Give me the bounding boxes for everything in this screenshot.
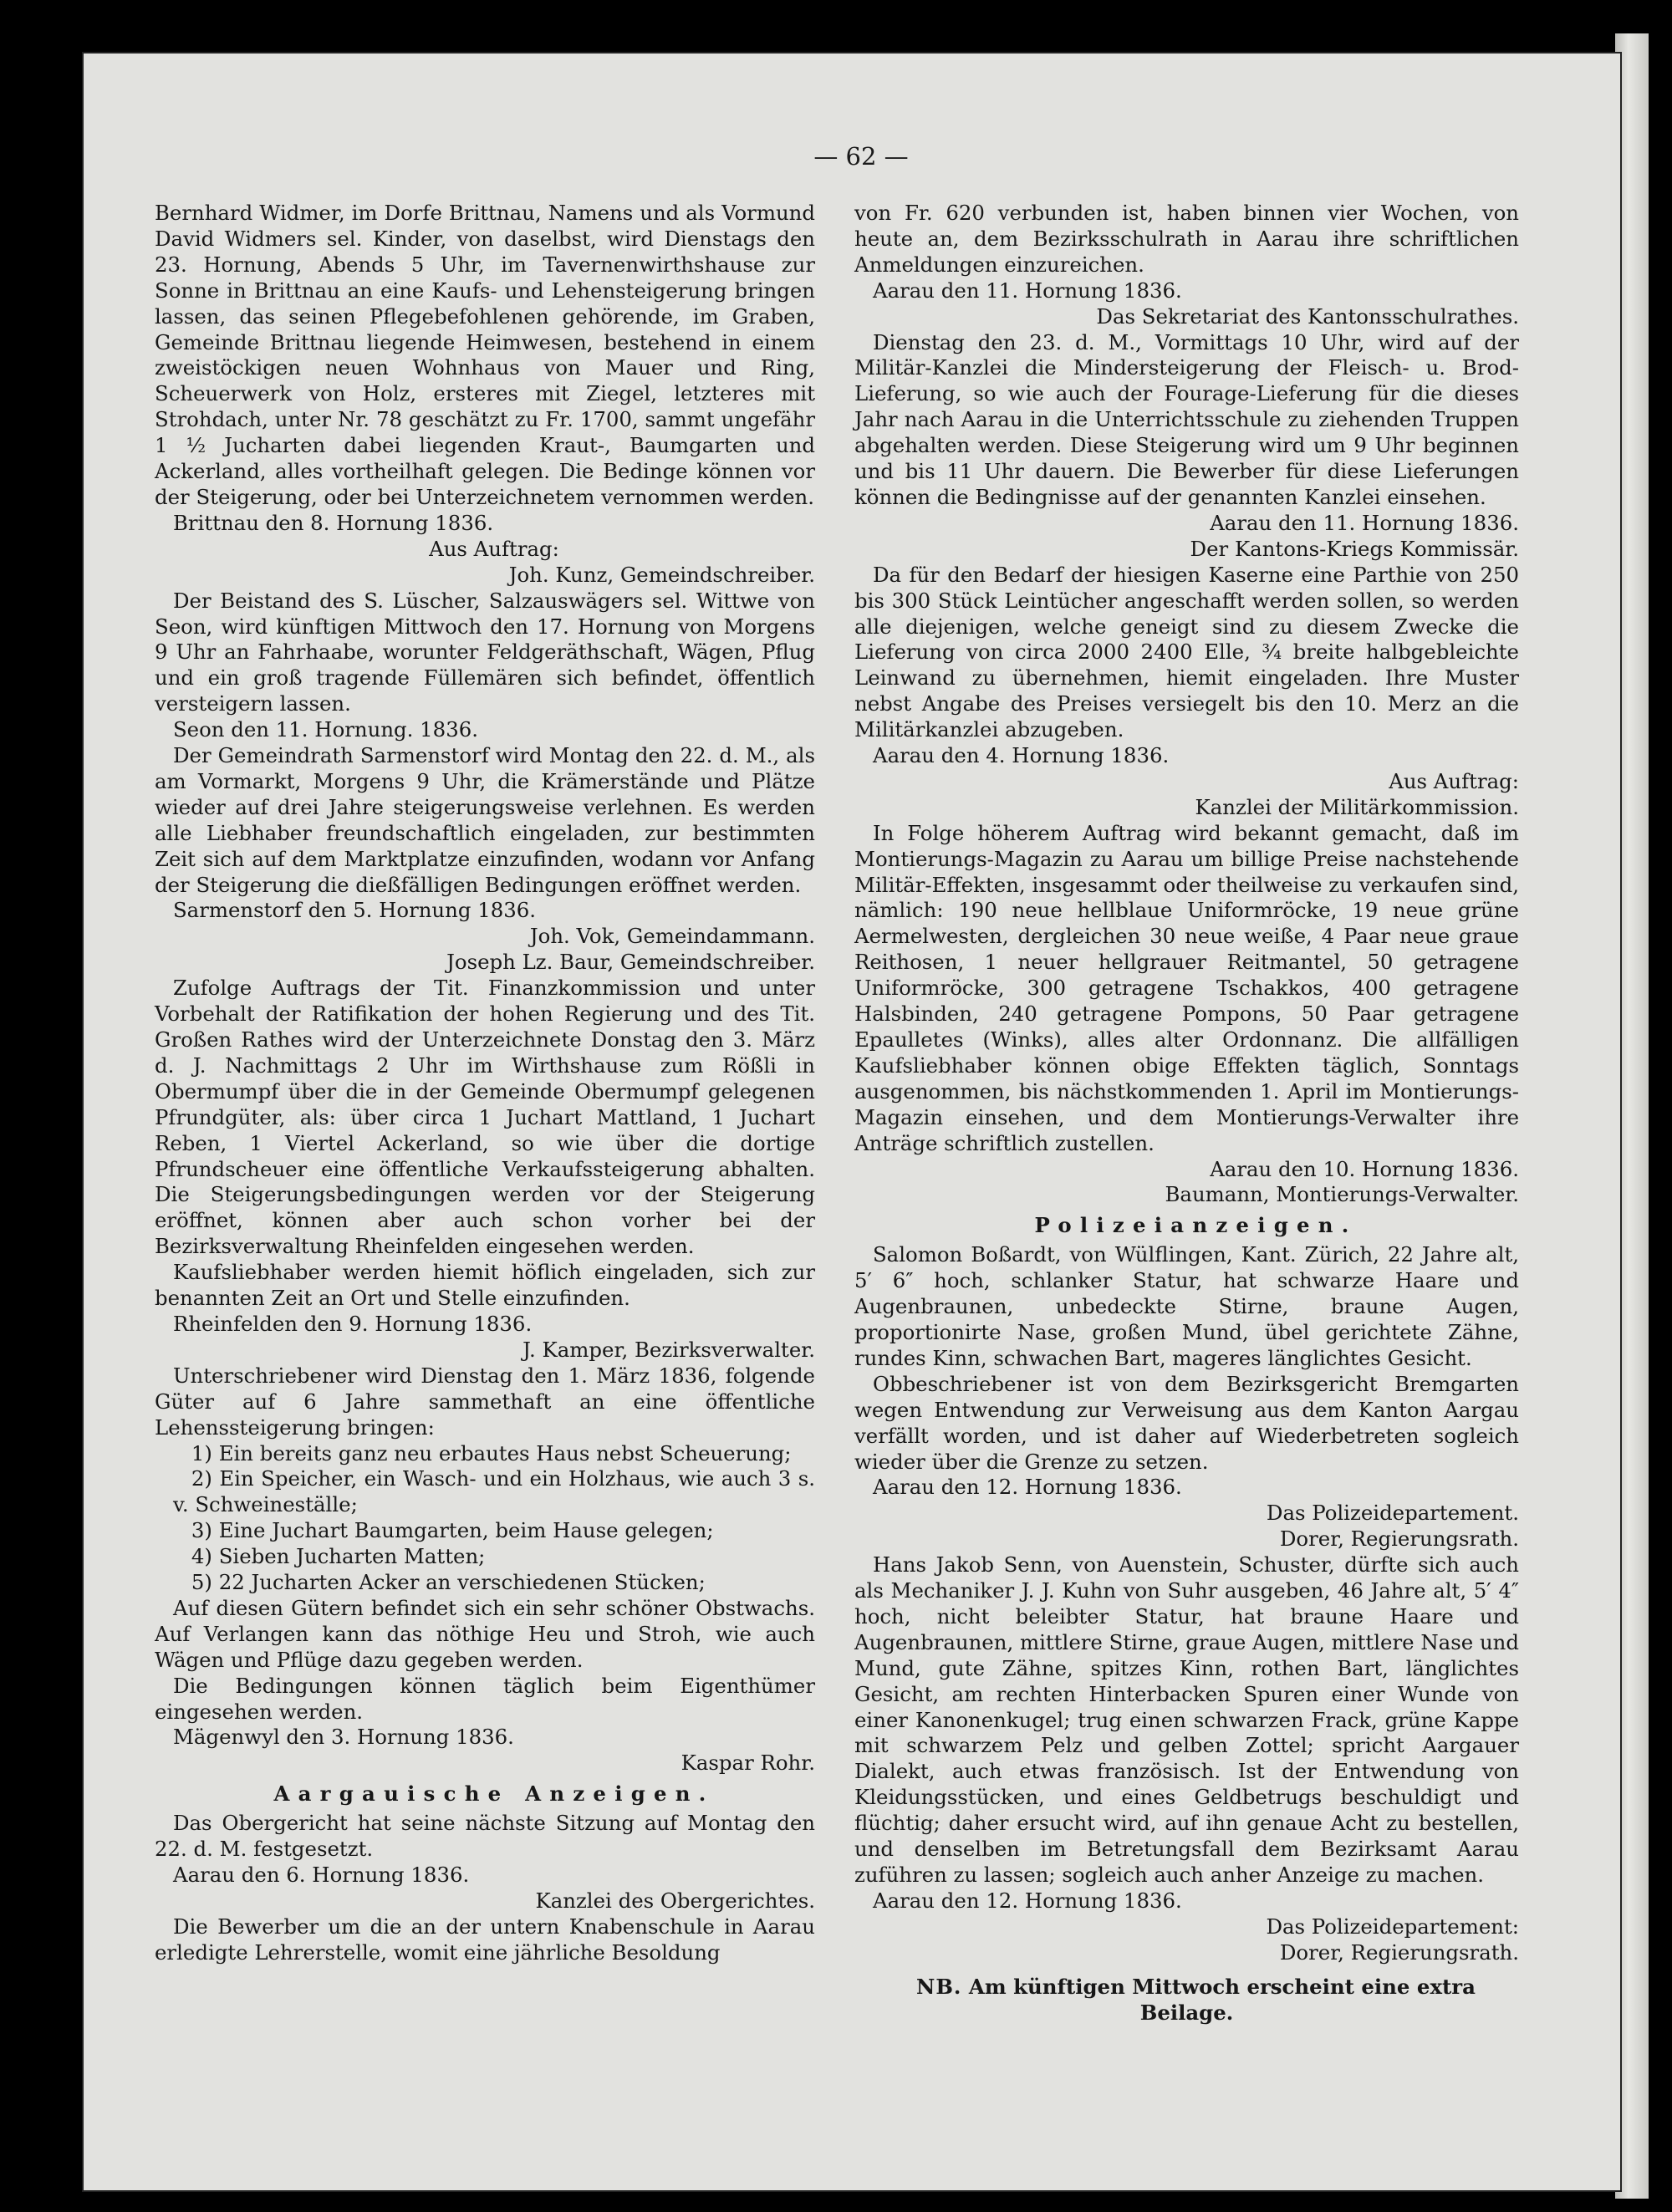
ad-maegenwyl-signer: Kaspar Rohr. [681,1751,815,1776]
list-item: 2) Ein Speicher, ein Wasch- und ein Holzhaus, wie auch 3 s. v. Schweineställe; [172,1466,815,1517]
ad-sarmenstorf-signer2: Joseph Lz. Baur, Gemeindschreiber. [446,950,815,975]
ad-maegenwyl-text2: Auf diesen Gütern befindet sich ein sehr schöner Obstwachs. Auf Verlangen kann das nöthige Heu und Stroh, wie auch Wägen und Pflüge dazu gegeben werden. [155,1595,815,1672]
ad-senn-signer1: Das Polizeidepartement: [1266,1914,1519,1939]
ad-brittnau-date: Brittnau den 8. Hornung 1836. [172,510,494,535]
ad-senn-date: Aarau den 12. Hornung 1836. [872,1888,1182,1913]
nb-label: NB. [916,1974,962,1999]
ad-rheinfelden-text: Zufolge Auftrags der Tit. Finanzkommission und unter Vorbehalt der Ratifikation der hohen Regierung und des Tit. Großen Rathes wird der Unterzeichnete Donstag den 3. März d. J. Nachmittags 2 Uhr im Wirthshause zum Rößli in Obermumpf über die in der Gemeinde Obermumpf gelegenen Pfrundgüter, als: über circa 1 Juchart Mattland, 1 Juchart Reben, 1 Viertel Ackerland, so wie über die dortige Pfrundscheuer eine öffentliche Verkaufssteigerung abhalten. Die Steigerungsbedingungen werden vor der Steigerung eröffnet, können aber auch schon vorher bei der Bezirksverwaltung Rheinfelden eingesehen werden. [155,976,815,1259]
ad-lieferung-date: Aarau den 11. Hornung 1836. [1210,510,1519,535]
nb-note [854,1975,1519,2026]
ad-maegenwyl-text3: Die Bedingungen können täglich beim Eigenthümer eingesehen werden. [155,1673,815,1724]
ad-lieferung-signer: Der Kantons-Kriegs Kommissär. [1190,536,1519,561]
ad-leintuecher-auftrag: Aus Auftrag: [1389,768,1519,793]
ad-lehrerstelle-cont: von Fr. 620 verbunden ist, haben binnen vier Wochen, von heute an, dem Bezirksschulrath in Aarau ihre schriftlichen Anmeldungen einzureichen. [854,201,1519,277]
ad-montierung-date: Aarau den 10. Hornung 1836. [1210,1156,1519,1181]
ad-leintuecher-text: Da für den Bedarf der hiesigen Kaserne eine Parthie von 250 bis 300 Stück Leintücher angeschafft werden sollen, so werden alle diejenigen, welche geneigt sind zu diesem Zwecke die Lieferung von circa 2000 2400 Elle, ¾ breite halbgebleichte Leinwand zu übernehmen, hiemit eingeladen. Ihre Muster nebst Angabe des Preises versiegelt bis den 10. Merz an die Militärkanzlei abzugeben. [854,562,1519,742]
nb-text: Am künftigen Mittwoch erscheint eine extra Beilage. [968,1974,1476,2025]
ad-brittnau-auftrag: Aus Auftrag: [429,536,559,561]
left-column [155,201,815,1966]
list-item: 3) Eine Juchart Baumgarten, beim Hause gelegen; [191,1518,714,1543]
section-heading-aargauische: Aargauische Anzeigen. [273,1781,715,1807]
ad-lehrerstelle-signer: Das Sekretariat des Kantonsschulrathes. [1096,303,1519,329]
ad-seon-date: Seon den 11. Hornung. 1836. [172,717,478,742]
ad-bossardt-signer1: Das Polizeidepartement. [1266,1501,1519,1526]
list-item: 1) Ein bereits ganz neu erbautes Haus nebst Scheuerung; [191,1440,792,1465]
ad-obergericht-text: Das Obergericht hat seine nächste Sitzung auf Montag den 22. d. M. festgesetzt. [155,1811,815,1862]
ad-maegenwyl-date: Mägenwyl den 3. Hornung 1836. [172,1725,514,1750]
ad-montierung-signer: Baumann, Montierungs-Verwalter. [1165,1182,1519,1207]
list-item: 4) Sieben Jucharten Matten; [191,1544,486,1569]
ad-lieferung-text: Dienstag den 23. d. M., Vormittags 10 Uhr, wird auf der Militär-Kanzlei die Mindersteigerung der Fleisch- u. Brod-Lieferung, so wie auch der Fourage-Lieferung für die dieses Jahr nach Aarau in die Unterrichtsschule zu ziehenden Truppen abgehalten werden. Diese Steigerung wird um 9 Uhr beginnen und bis 11 Uhr dauern. Die Bewerber für diese Lieferungen können die Bedingnisse auf der genannten Kanzlei einsehen. [854,329,1519,509]
ad-maegenwyl-list [155,1441,815,1596]
ad-senn-text: Hans Jakob Senn, von Auenstein, Schuster, dürfte sich auch als Mechaniker J. J. Kuhn von Suhr ausgeben, 46 Jahre alt, 5′ 4″ hoch, nicht beleibter Statur, hat braune Haare und Augenbraunen, mittlere Stirne, graue Augen, mittlere Nase und Mund, gute Zähne, spitzes Kinn, rothen Bart, länglichtes Gesicht, am rechten Hinterbacken Spuren einer Wunde von einer Kanonenkugel; trug einen schwarzen Frack, grüne Kappe mit schwarzem Pelz und gelben Zottel; spricht Aargauer Dialekt, auch etwas französisch. Ist der Entwendung von Kleidungsstücken, und eines Geldbetrugs beschuldigt und flüchtig; daher ersucht wird, auf ihn genaue Acht zu bestellen, und denselben im Betretungsfall dem Bezirksamt Aarau zuführen zu lassen; sogleich auch anher Anzeige zu machen. [854,1552,1519,1887]
ad-montierung-text: In Folge höherem Auftrag wird bekannt gemacht, daß im Montierungs-Magazin zu Aarau um billige Preise nachstehende Militär-Effekten, insgesammt oder theilweise zu verkaufen sind, nämlich: 190 neue hellblaue Uniformröcke, 19 neue grüne Aermelwesten, dergleichen 30 neue weiße, 4 Paar neue graue Reithosen, 1 neuer hellgrauer Reitmantel, 50 getragene Uniformröcke, 300 getragene Tschakkos, 400 getragene Halsbinden, 240 getragene Pompons, 50 Paar getragene Epaulletes (Winks), alles alter Ordonnanz. Die allfälligen Kaufsliebhaber können obige Effekten täglich, Sonntags ausgenommen, bis nächstkommenden 1. April im Montierungs-Magazin einsehen, und dem Montierungs-Verwalter ihre Anträge schriftlich zustellen. [854,820,1519,1155]
page-number: — 62 — [813,142,909,171]
ad-rheinfelden-text2: Kaufsliebhaber werden hiemit höflich eingeladen, sich zur benannten Zeit an Ort und Stelle einzufinden. [155,1260,815,1311]
ad-rheinfelden-date: Rheinfelden den 9. Hornung 1836. [172,1311,533,1336]
list-item: 5) 22 Jucharten Acker an verschiedenen Stücken; [191,1570,706,1595]
ad-bossardt-text: Salomon Boßardt, von Wülflingen, Kant. Zürich, 22 Jahre alt, 5′ 6″ hoch, schlanker Statur, hat schwarze Haare und Augenbraunen, unbedeckte Stirne, braune Augen, proportionirte Nase, großen Mund, übel gerichtete Zähne, rundes Kinn, schwachen Bart, mageres länglichtes Gesicht. [854,1242,1519,1370]
ad-lehrerstelle-date: Aarau den 11. Hornung 1836. [872,278,1182,303]
ad-sarmenstorf-date: Sarmenstorf den 5. Hornung 1836. [172,898,537,923]
right-column [854,201,1519,2026]
ad-senn-signer2: Dorer, Regierungsrath. [1279,1939,1519,1965]
ad-obergericht-date: Aarau den 6. Hornung 1836. [172,1863,470,1887]
ad-lehrerstelle-text: Die Bewerber um die an der untern Knabenschule in Aarau erledigte Lehrerstelle, womit eine jährliche Besoldung [155,1914,815,1965]
ad-sarmenstorf-signer1: Joh. Vok, Gemeindammann. [529,924,815,949]
ad-seon-text: Der Beistand des S. Lüscher, Salzauswägers sel. Wittwe von Seon, wird künftigen Mittwoch den 17. Hornung von Morgens 9 Uhr an Fahrhaabe, worunter Feldgeräthschaft, Wägen, Pflug und ein groß tragende Füllemären sich befindet, öffentlich versteigern lassen. [155,588,815,716]
section-heading-polizei: Polizeianzeigen. [1034,1213,1358,1238]
ad-obergericht-signer: Kanzlei des Obergerichtes. [535,1888,815,1913]
ad-bossardt-signer2: Dorer, Regierungsrath. [1279,1526,1519,1552]
ad-rheinfelden-signer: J. Kamper, Bezirksverwalter. [522,1337,815,1362]
ad-brittnau-text: Bernhard Widmer, im Dorfe Brittnau, Namens und als Vormund David Widmers sel. Kinder, von daselbst, wird Dienstags den 23. Hornung, Abends 5 Uhr, im Tavernenwirthshause zur Sonne in Brittnau an eine Kaufs- und Lehensteigerung bringen lassen, das seinen Pflegebefohlenen gehörende, im Graben, Gemeinde Brittnau liegende Heimwesen, bestehend in einem zweistöckigen neuen Wohnhaus von Mauer und Ring, Scheuerwerk von Holz, ersteres mit Ziegel, letzteres mit Strohdach, unter Nr. 78 geschätzt zu Fr. 1700, sammt ungefähr 1 ½ Jucharten dabei liegenden Kraut-, Baumgarten und Ackerland, alles vortheilhaft gelegen. Die Bedinge können vor der Steigerung, oder bei Unterzeichnetem vernommen werden. [155,201,815,509]
ad-leintuecher-date: Aarau den 4. Hornung 1836. [872,743,1170,768]
ad-sarmenstorf-text: Der Gemeindrath Sarmenstorf wird Montag den 22. d. M., als am Vormarkt, Morgens 9 Uhr, die Krämerstände und Plätze wieder auf drei Jahre steigerungsweise verlehnen. Es werden alle Liebhaber freundschaftlich eingeladen, zur bestimmten Zeit sich auf dem Marktplatze einzufinden, wodann vor Anfang der Steigerung die dießfälligen Bedingungen eröffnet werden. [155,743,815,897]
ad-bossardt-text2: Obbeschriebener ist von dem Bezirksgericht Bremgarten wegen Entwendung zur Verweisung aus dem Kanton Aargau verfällt worden, und ist daher auf Wiederbetreten sogleich wieder über die Grenze zu setzen. [854,1371,1519,1474]
ad-leintuecher-signer: Kanzlei der Militärkommission. [1195,794,1519,819]
ad-bossardt-date: Aarau den 12. Hornung 1836. [872,1475,1182,1500]
ad-maegenwyl-text: Unterschriebener wird Dienstag den 1. März 1836, folgende Güter auf 6 Jahre sammethaft an eine öffentliche Lehenssteigerung bringen: [155,1363,815,1440]
ad-brittnau-signer: Joh. Kunz, Gemeindschreiber. [508,562,815,587]
